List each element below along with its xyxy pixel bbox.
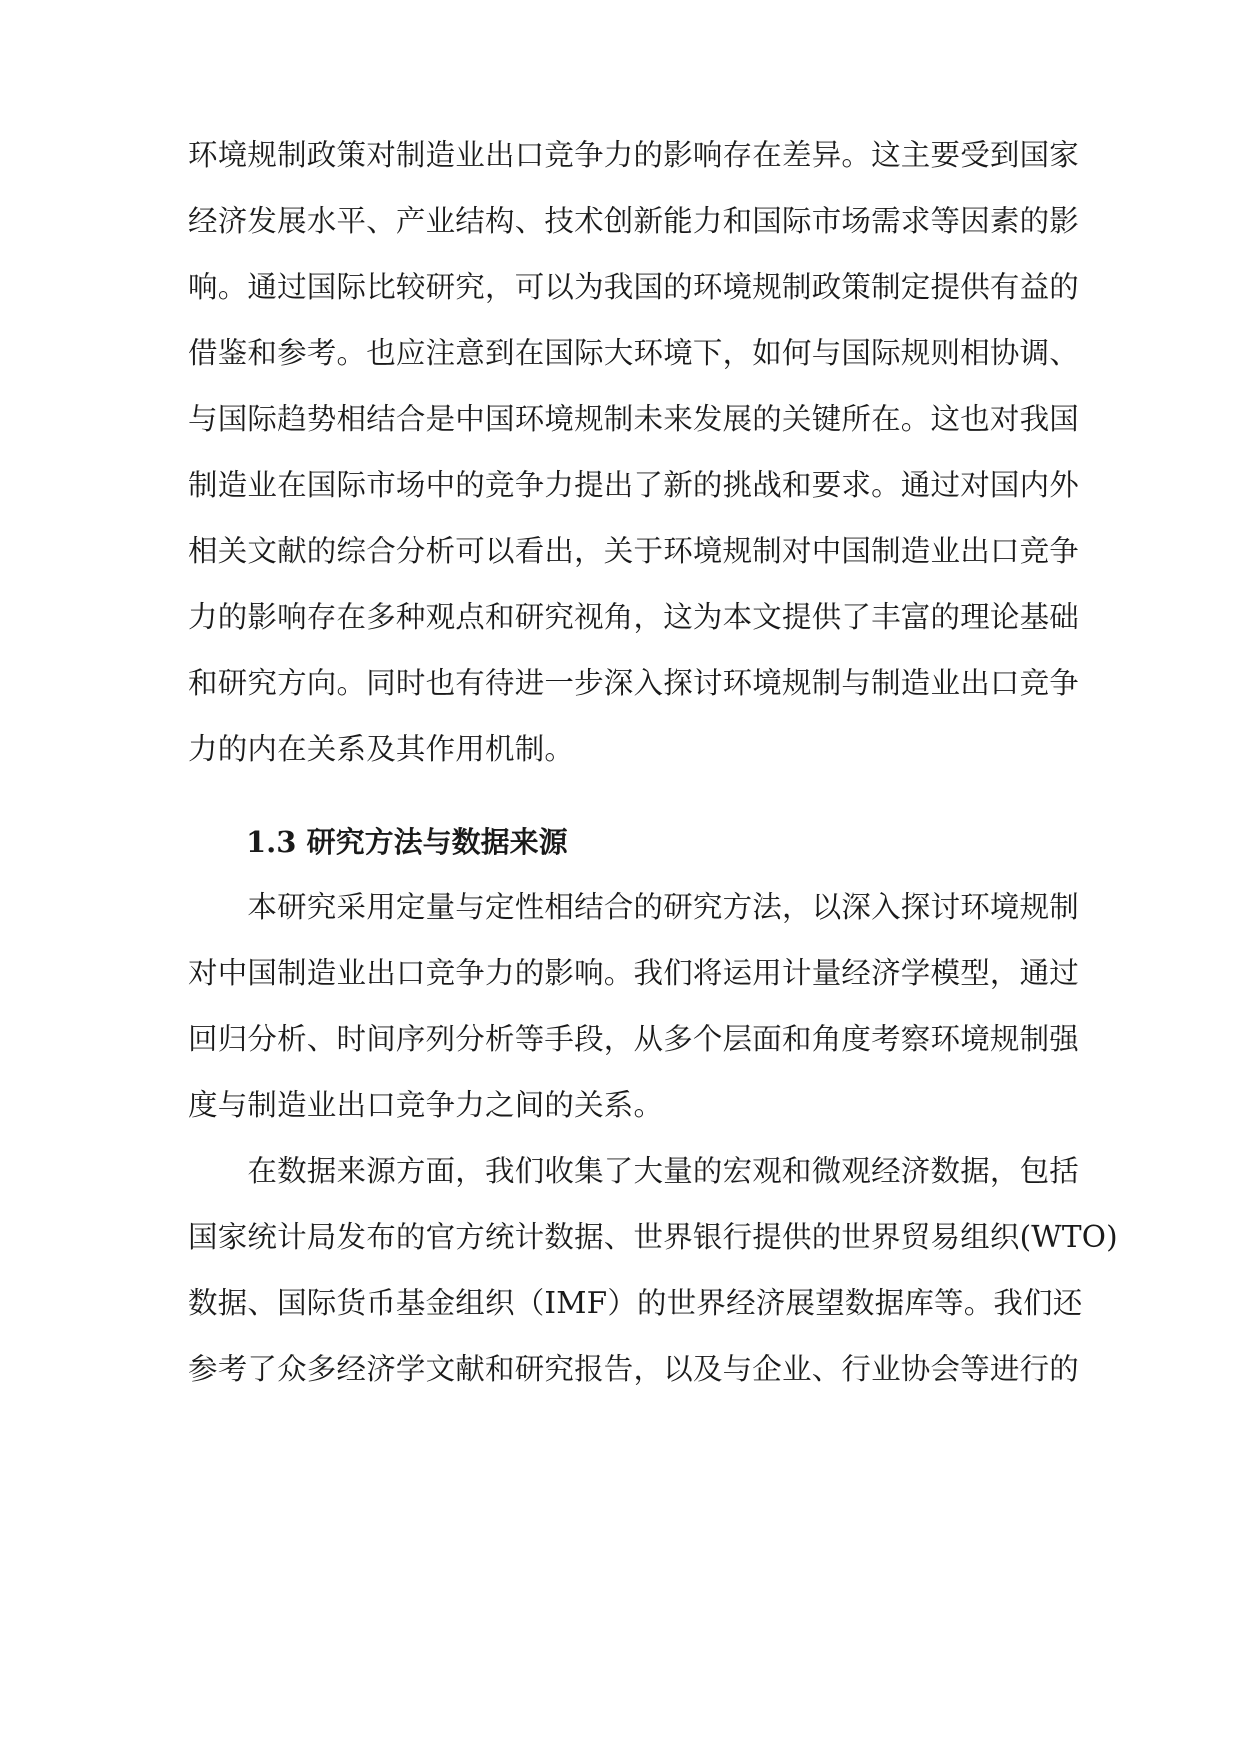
text-line: 借鉴和参考。也应注意到在国际大环境下，如何与国际规则相协调、 [188,336,1080,370]
text-line: 国家统计局发布的官方统计数据、世界银行提供的世界贸易组织(WTO) [188,1220,1118,1254]
text-line: 回归分析、时间序列分析等手段，从多个层面和角度考察环境规制强 [188,1022,1080,1056]
text-line: 数据、国际货币基金组织（IMF）的世界经济展望数据库等。我们还 [188,1286,1083,1320]
text-line: 度与制造业出口竞争力之间的关系。 [188,1088,664,1122]
text-line: 力的影响存在多种观点和研究视角，这为本文提供了丰富的理论基础 [188,600,1080,634]
text-line: 力的内在关系及其作用机制。 [188,732,575,766]
text-line: 和研究方向。同时也有待进一步深入探讨环境规制与制造业出口竞争 [188,666,1080,700]
section-number: 1.3 [246,825,297,859]
text-line: 在数据来源方面，我们收集了大量的宏观和微观经济数据，包括 [188,1154,1080,1188]
text-line: 与国际趋势相结合是中国环境规制未来发展的关键所在。这也对我国 [188,402,1080,436]
text-line: 本研究采用定量与定性相结合的研究方法，以深入探讨环境规制 [188,890,1080,924]
text-line: 制造业在国际市场中的竞争力提出了新的挑战和要求。通过对国内外 [188,468,1080,502]
text-line: 环境规制政策对制造业出口竞争力的影响存在差异。这主要受到国家 [188,138,1080,172]
text-line: 相关文献的综合分析可以看出，关于环境规制对中国制造业出口竞争 [188,534,1080,568]
text-line: 参考了众多经济学文献和研究报告，以及与企业、行业协会等进行的 [188,1352,1080,1386]
section-title: 研究方法与数据来源 [306,825,568,859]
text-line: 对中国制造业出口竞争力的影响。我们将运用计量经济学模型，通过 [188,956,1080,990]
section-heading [246,822,568,862]
text-line: 经济发展水平、产业结构、技术创新能力和国际市场需求等因素的影 [188,204,1080,238]
text-line: 响。通过国际比较研究，可以为我国的环境规制政策制定提供有益的 [188,270,1080,304]
